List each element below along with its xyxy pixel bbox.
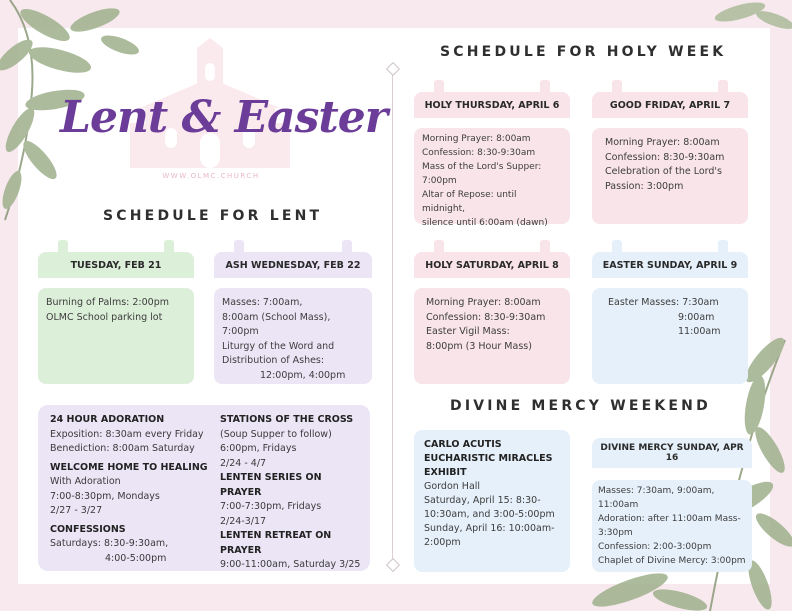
card-body: [592, 128, 748, 224]
holy-week-heading: SCHEDULE FOR HOLY WEEK: [440, 44, 727, 60]
card-header: GOOD FRIDAY, APRIL 7: [592, 92, 748, 118]
card-header: TUESDAY, FEB 21: [38, 252, 194, 278]
card-line: Confession: 2:00-3:00pm: [598, 542, 712, 552]
card-line: Confession: 8:30-9:30am: [426, 311, 546, 323]
holy-saturday-card: [414, 252, 570, 384]
event-line: (Soup Supper to follow): [220, 428, 332, 440]
card-line: 10:30am, and 3:00-5:00pm: [424, 509, 555, 520]
event-line: 7:00-8:30pm, Mondays: [50, 490, 160, 502]
lent-heading: SCHEDULE FOR LENT: [103, 208, 323, 224]
holy-thursday-card: [414, 92, 570, 228]
card-body: [214, 288, 372, 384]
card-line: OLMC School parking lot: [46, 311, 163, 323]
event-line: 2/27 - 3/27: [50, 505, 103, 516]
event-line: 4:00-5:00pm: [105, 552, 167, 564]
church-caption: WWW.OLMC.CHURCH: [162, 172, 260, 180]
card-line: 8:00am (School Mass), 7:00pm: [222, 311, 331, 337]
card-line: Distribution of Ashes:: [222, 355, 325, 366]
card-body: [592, 288, 748, 384]
card-line: 12:00pm, 4:00pm: [260, 369, 346, 381]
event-line: 6:00pm, Fridays: [220, 443, 297, 454]
card-line: Confession: 8:30-9:30am: [605, 151, 725, 163]
card-line: Masses: 7:30am, 9:00am, 11:00am: [598, 486, 715, 510]
card-body: [414, 430, 570, 572]
page-title: Lent & Easter: [60, 92, 387, 143]
card-line: Morning Prayer: 8:00am: [422, 134, 531, 144]
card-line: Celebration of the Lord's: [605, 166, 722, 177]
card-title: EUCHARISTIC MIRACLES: [424, 453, 553, 464]
card-line: Chaplet of Divine Mercy: 3:00pm: [598, 556, 746, 566]
card-body: [592, 480, 752, 572]
event-line: 9:00-11:00am, Saturday 3/25: [220, 559, 361, 570]
event-title: PRAYER: [220, 544, 262, 556]
easter-sunday-card: [592, 252, 748, 384]
card-line: Liturgy of the Word and: [222, 340, 335, 352]
card-header: EASTER SUNDAY, APRIL 9: [592, 252, 748, 278]
card-body: [414, 288, 570, 384]
card-line: Saturday, April 15: 8:30-: [424, 495, 541, 506]
good-friday-card: [592, 92, 748, 224]
event-line: 2/24-3/17: [220, 515, 267, 527]
divine-mercy-heading: DIVINE MERCY WEEKEND: [450, 398, 711, 414]
column-divider: [392, 72, 393, 562]
tuesday-card: [38, 252, 194, 384]
card-line: 2:00pm: [424, 537, 461, 548]
event-line: 7:00-7:30pm, Fridays: [220, 501, 322, 512]
card-line: Confession: 8:30-9:30am: [422, 148, 536, 158]
card-line: 8:00pm (3 Hour Mass): [426, 340, 532, 352]
card-header: DIVINE MERCY SUNDAY, APR 16: [592, 438, 752, 468]
card-line: Masses: 7:00am,: [222, 297, 303, 308]
event-line: Saturdays: 8:30-9:30am,: [50, 538, 169, 549]
card-line: 11:00am: [678, 326, 721, 337]
card-line: silence until 6:00am (dawn): [422, 218, 548, 228]
event-title: CONFESSIONS: [50, 523, 126, 535]
card-line: Gordon Hall: [424, 481, 481, 492]
card-line: 3:30pm: [598, 528, 633, 538]
event-title: 24 HOUR ADORATION: [50, 414, 165, 425]
card-line: Burning of Palms: 2:00pm: [46, 297, 169, 308]
card-line: Sunday, April 16: 10:00am-: [424, 523, 555, 534]
lent-events-right-column: [220, 413, 365, 573]
event-title: LENTEN RETREAT ON: [220, 530, 332, 541]
card-title: EXHIBIT: [424, 467, 467, 478]
divine-mercy-sunday-card: [592, 438, 752, 572]
card-body: [414, 128, 570, 228]
card-line: Easter Vigil Mass:: [426, 326, 510, 337]
carlo-acutis-card: [414, 430, 570, 572]
event-title: WELCOME HOME TO HEALING: [50, 461, 208, 473]
card-header: ASH WEDNESDAY, FEB 22: [214, 252, 372, 278]
card-line: Adoration: after 11:00am Mass-: [598, 514, 741, 524]
event-line: Exposition: 8:30am every Friday: [50, 428, 204, 440]
card-line: Altar of Repose: until midnight,: [422, 190, 517, 214]
event-title: STATIONS OF THE CROSS: [220, 414, 354, 425]
event-line: 2/24 - 4/7: [220, 457, 267, 469]
card-body: [38, 288, 194, 384]
card-line: Passion: 3:00pm: [605, 180, 684, 192]
olive-branch-top-right-icon: [700, 0, 792, 40]
card-line: Easter Masses: 7:30am: [608, 297, 719, 308]
card-title: CARLO ACUTIS: [424, 439, 502, 450]
lent-events-left-column: [50, 413, 220, 566]
ash-wednesday-card: [214, 252, 372, 384]
event-line: With Adoration: [50, 476, 121, 487]
card-header: HOLY THURSDAY, APRIL 6: [414, 92, 570, 118]
card-line: 7:00pm: [422, 176, 457, 186]
card-line: Morning Prayer: 8:00am: [426, 297, 541, 308]
event-line: Benediction: 8:00am Saturday: [50, 443, 195, 454]
lent-events-box: [38, 405, 370, 571]
card-line: Morning Prayer: 8:00am: [605, 137, 720, 148]
event-title: LENTEN SERIES ON PRAYER: [220, 472, 322, 498]
card-line: Mass of the Lord's Supper:: [422, 162, 542, 172]
card-line: 9:00am: [678, 311, 715, 323]
card-header: HOLY SATURDAY, APRIL 8: [414, 252, 570, 278]
